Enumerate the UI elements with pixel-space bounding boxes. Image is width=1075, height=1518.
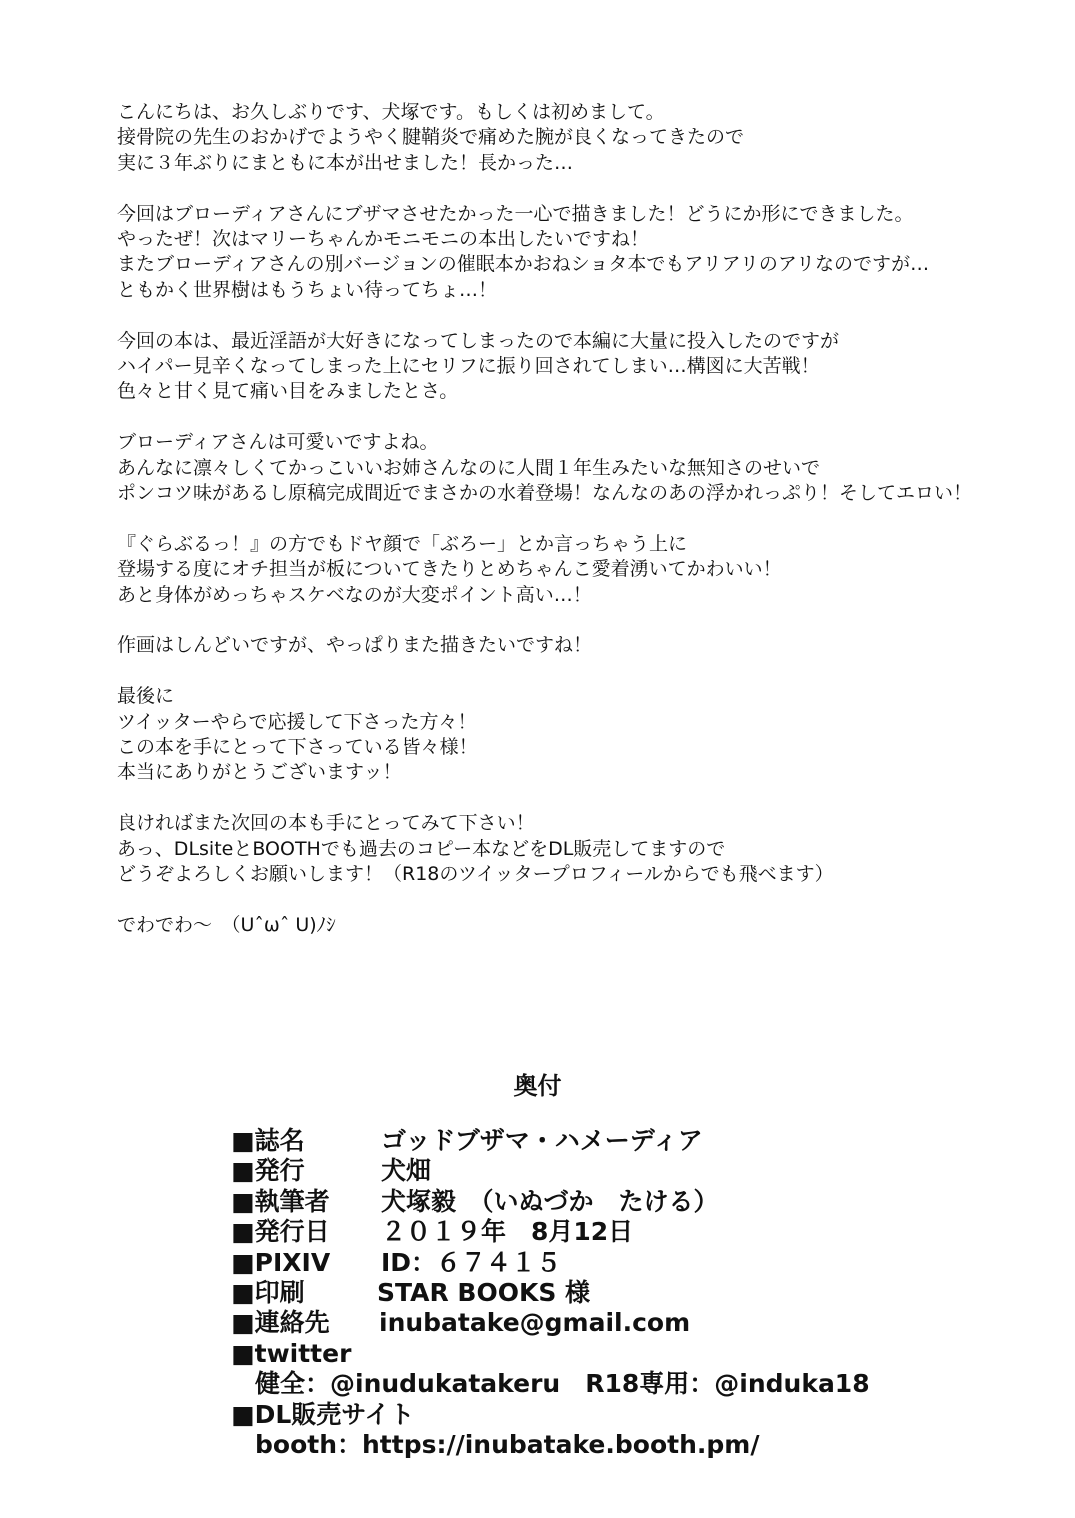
text-line: 今回の本は、最近淫語が大好きになってしまったので本編に大量に投入したのですが <box>117 329 840 352</box>
text-line: 良ければまた次回の本も手にとってみて下さい！ <box>117 812 535 835</box>
paragraph-character <box>117 430 1067 506</box>
colophon-row-title <box>231 1126 1051 1156</box>
text-line: またブローディアさんの別バージョンの催眠本かおねショタ本でもアリアリのアリなのですが… <box>117 253 930 276</box>
row-key: ■連絡先 <box>231 1308 330 1338</box>
row-value: ２０１９年 8月12日 <box>381 1217 634 1247</box>
paragraph-theme <box>117 202 1067 304</box>
colophon-row-contact <box>231 1308 1051 1338</box>
row-value: STAR BOOKS 様 <box>377 1277 591 1307</box>
paragraph-sales <box>117 811 1067 887</box>
paragraph-greeting <box>117 100 1067 176</box>
colophon-row-author <box>231 1187 1051 1217</box>
colophon-row-twitter <box>231 1339 1051 1369</box>
text-line: 作画はしんどいですが、やっぱりまた描きたいですね！ <box>117 634 593 657</box>
text-line: やったぜ！次はマリーちゃんかモニモニの本出したいですね！ <box>117 228 650 251</box>
text-line: ともかく世界樹はもうちょい待ってちょ…！ <box>117 278 498 301</box>
text-line: 『ぐらぶるっ！』の方でもドヤ顔で「ぶろー」とか言っちゃう上に <box>117 532 688 555</box>
colophon-row-dl-site <box>231 1400 1051 1430</box>
row-key: ■印刷 <box>231 1277 305 1307</box>
text-line: あっ、DLsiteとBOOTHでも過去のコピー本などをDL販売してますので <box>117 837 726 860</box>
colophon-row-printer <box>231 1278 1051 1308</box>
row-key: ■PIXIV <box>231 1247 331 1277</box>
text-line: 実に３年ぶりにまともに本が出せました！長かった… <box>117 151 574 174</box>
row-key: ■誌名 <box>231 1126 305 1155</box>
text-line: あんなに凛々しくてかっこいいお姉さんなのに人間１年生みたいな無知さのせいで <box>117 456 821 479</box>
text-line: 本当にありがとうございますッ！ <box>117 761 402 784</box>
row-key: ■DL販売サイト <box>231 1399 415 1429</box>
row-key: ■twitter <box>231 1338 352 1368</box>
booth-url: booth：https://inubatake.booth.pm/ <box>255 1429 760 1459</box>
paragraph-grablue <box>117 532 1067 608</box>
text-line: 色々と甘く見て痛い目をみましたとさ。 <box>117 380 459 403</box>
paragraph-signoff <box>117 913 1067 938</box>
row-value: 犬畑 <box>381 1156 432 1186</box>
text-line: 今回はブローディアさんにブザマさせたかった一心で描きました！どうにか形にできました。 <box>117 202 914 225</box>
paragraph-process <box>117 329 1067 405</box>
colophon-title: 奥付 <box>513 1072 562 1100</box>
row-value: ID：６７４１５ <box>381 1247 562 1277</box>
row-key: ■執筆者 <box>231 1186 330 1216</box>
colophon-row-pixiv <box>231 1248 1051 1278</box>
row-value: 犬塚毅 （いぬづか たける） <box>381 1186 719 1216</box>
text-line: 最後に <box>117 685 175 708</box>
text-line: 接骨院の先生のおかげでようやく腱鞘炎で痛めた腕が良くなってきたので <box>117 126 745 149</box>
twitter-accounts: 健全：@inudukatakeru R18専用：@induka18 <box>255 1369 870 1399</box>
text-line: ハイパー見辛くなってしまった上にセリフに振り回されてしまい…構図に大苦戦！ <box>117 355 820 378</box>
text-line: ツイッターやらで応援して下さった方々！ <box>117 710 477 733</box>
row-value: inubatake@gmail.com <box>379 1308 691 1338</box>
colophon <box>231 1126 1051 1460</box>
row-key: ■発行日 <box>231 1217 330 1247</box>
colophon-row-publisher <box>231 1156 1051 1186</box>
text-line: どうぞよろしくお願いします！（R18のツイッタープロフィールからでも飛べます） <box>117 863 834 886</box>
text-line: あと身体がめっちゃスケベなのが大変ポイント高い…！ <box>117 583 592 606</box>
text-line: この本を手にとって下さっている皆々様！ <box>117 736 478 759</box>
text-line: こんにちは、お久しぶりです、犬塚です。もしくは初めまして。 <box>117 101 665 123</box>
text-line: でわでわ～ （Uˆωˆ U)ﾉｼ <box>117 913 336 936</box>
row-value: ゴッドブザマ・ハメーディア <box>381 1126 703 1155</box>
row-key: ■発行 <box>231 1156 305 1186</box>
paragraph-drawing <box>117 633 1067 658</box>
paragraph-thanks <box>117 684 1067 786</box>
text-line: ポンコツ味があるし原稿完成間近でまさかの水着登場！なんなのあの浮かれっぷり！そしてエロい！ <box>117 482 973 505</box>
text-line: 登場する度にオチ担当が板についてきたりとめちゃんこ愛着湧いてかわいい！ <box>117 558 782 581</box>
colophon-row-date <box>231 1217 1051 1247</box>
text-line: ブローディアさんは可愛いですよね。 <box>117 431 439 454</box>
afterword <box>117 100 1067 964</box>
